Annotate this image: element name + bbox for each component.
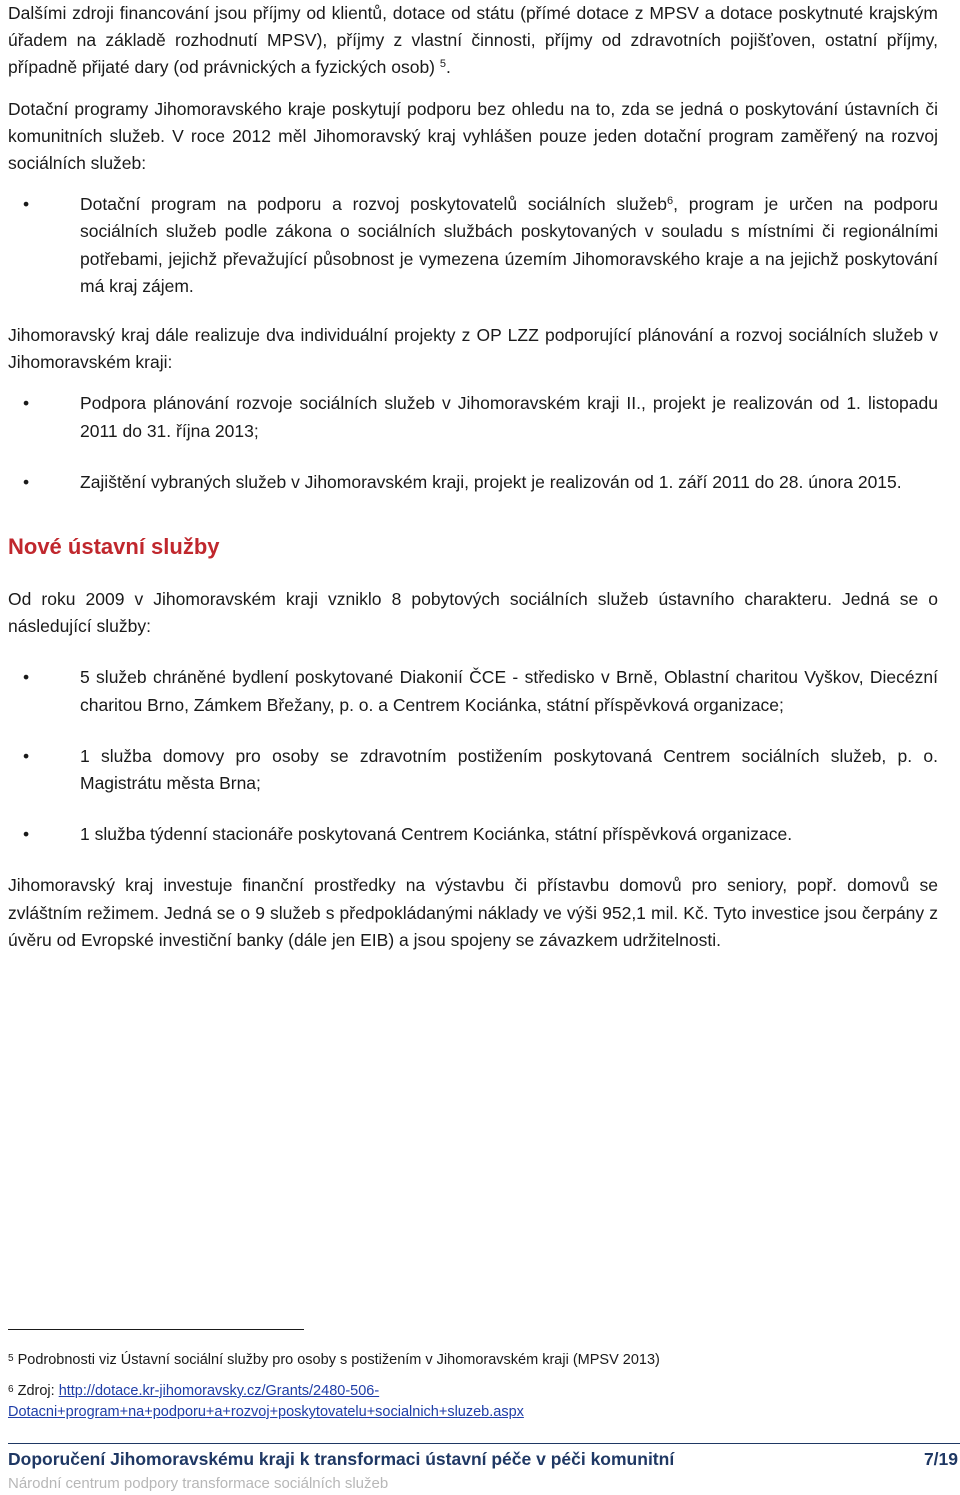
paragraph-investments: Jihomoravský kraj investuje finanční prostředky na výstavbu či přístavbu domovů pro seniory, popř. domovů se zvláštním režimem. Jedná se o 9 služeb s předpokládanými náklady ve výši 952,1 mil. Kč. Tyto investice jsou čerpány z úvěru od Evropské investiční banky (dále jen EIB) a jsou spojeny se závazkem udržitelnosti. [8,875,938,950]
footnote-6: $^6$ Zdroj: http://dotace.kr-jihomoravsky.cz/Grants/2480-506- Dotacni+program+na+podporu+a+rozvoj+poskytovatelu+socialnich+sluzeb.aspx [8,1383,524,1420]
document-body [8,0,938,954]
bullet-icon: • [23,824,30,845]
paragraph-text: Dalšími zdroji financování jsou příjmy od klientů, dotace od státu (přímé dotace z MPSV a dotace poskytnuté krajským úřadem na základě rozhodnutí MPSV), příjmy z vlastní činnosti, příjmy od zdravotních pojišťoven, ostatní příjmy, případně přijaté dary (od právnických a fyzických osob) [8,3,938,78]
list-item: • 1 služba týdenní stacionáře poskytovaná Centrem Kociánka, státní příspěvková organizace. [8,821,938,848]
bullet-icon: • [23,667,30,688]
bullet-icon: • [23,471,30,492]
bullet-icon: • [23,194,30,215]
footnote-separator [8,1329,304,1330]
footnote-5: $^5$ Podrobnosti viz Ústavní sociální služby pro osoby s postižením v Jihomoravském kraji (MPSV 2013) [8,1352,660,1368]
section-heading: Nové ústavní služby [8,534,220,560]
paragraph-funding-sources: Dalšími zdroji financování jsou příjmy od klientů, dotace od státu (přímé dotace z MPSV a dotace poskytnuté krajským úřadem na základě rozhodnutí MPSV), příjmy z vlastní činnosti, příjmy od zdravotních pojišťoven, ostatní příjmy, případně přijaté dary (od právnických a fyzických osob) $^5$. [8,3,938,78]
list-item: • 1 služba domovy pro osoby se zdravotním postižením poskytovaná Centrem sociálních služeb, p. o. Magistrátu města Brna; [8,743,938,797]
paragraph-subsidy-programs: Dotační programy Jihomoravského kraje poskytují podporu bez ohledu na to, zda se jedná o poskytování ústavních či komunitních služeb. V roce 2012 měl Jihomoravský kraj vyhlášen pouze jeden dotační program zaměřený na rozvoj sociálních služeb: [8,98,938,174]
paragraph-projects: Jihomoravský kraj dále realizuje dva individuální projekty z OP LZZ podporující plánování a rozvoj sociálních služeb v Jihomoravském kraji: [8,325,938,373]
page-number: 7/19 [923,1449,958,1469]
list-item: • Zajištění vybraných služeb v Jihomoravském kraji, projekt je realizován od 1. září 2011 do 28. února 2015. [8,469,938,496]
footer-divider [8,1443,960,1444]
footnote-ref-6[interactable]: 6 [667,195,674,208]
footer-organization: Národní centrum podpory transformace sociálních služeb [8,1475,389,1492]
bullet-icon: • [23,393,30,414]
footnote-ref-5[interactable]: 5 [439,58,447,71]
source-link[interactable]: http://dotace.kr-jihomoravsky.cz/Grants/2480-506- [58,1383,380,1399]
list-item: • Dotační program na podporu a rozvoj poskytovatelů sociálních služeb$^6$, program je určen na podporu sociálních služeb podle zákona o sociálních službách poskytovaných v souladu s místními či regionálními potřebami, jejichž převažující působnost je vymezena územím Jihomoravského kraje a na jejichž poskytování má kraj zájem. [8,191,938,300]
paragraph-new-services: Od roku 2009 v Jihomoravském kraji vzniklo 8 pobytových sociálních služeb ústavního charakteru. Jedná se o následující služby: [8,589,938,637]
bullet-icon: • [23,745,30,766]
footer-title: Doporučení Jihomoravskému kraji k transformaci ústavní péče v péči komunitní [8,1449,675,1469]
list-item: • 5 služeb chráněné bydlení poskytované Diakonií ČCE - středisko v Brně, Oblastní charitou Vyškov, Diecézní charitou Brno, Zámkem Břežany, p. o. a Centrem Kociánka, státní příspěvková organizace; [8,664,938,718]
source-link-continued[interactable]: Dotacni+program+na+podporu+a+rozvoj+poskytovatelu+socialnich+sluzeb.aspx [8,1404,524,1420]
list-item: • Podpora plánování rozvoje sociálních služeb v Jihomoravském kraji II., projekt je realizován od 1. listopadu 2011 do 31. října 2013; [8,390,938,444]
